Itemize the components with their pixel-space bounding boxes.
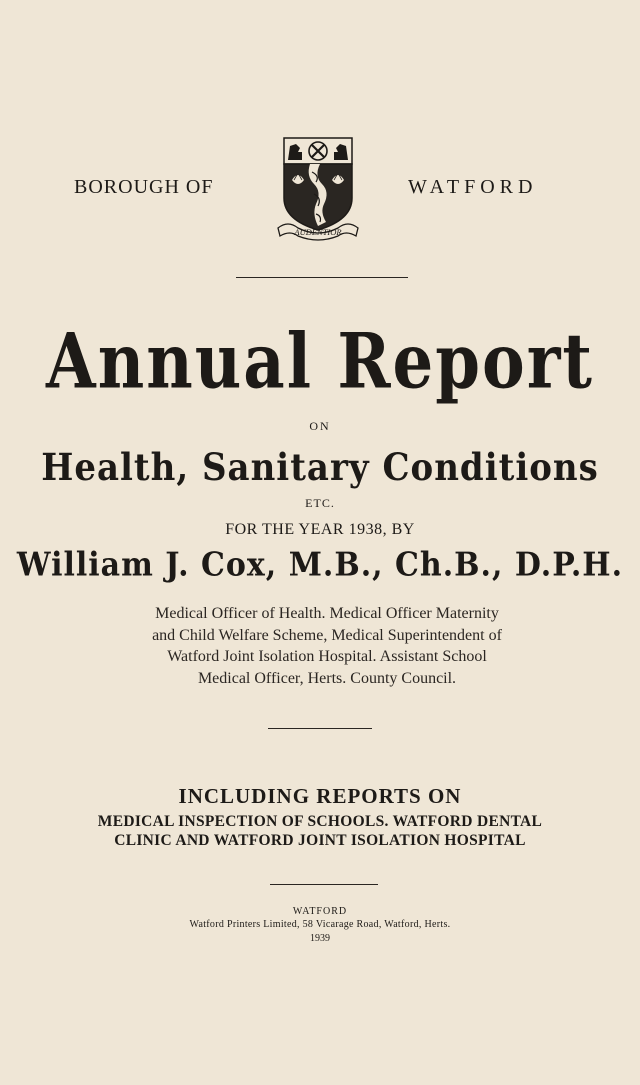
author-name: William J. Cox, M.B., Ch.B., D.P.H.: [16, 546, 624, 585]
description-line: and Child Welfare Scheme, Medical Superintendent of: [152, 626, 502, 644]
description-line: Watford Joint Isolation Hospital. Assistant School: [167, 648, 487, 665]
town-label: WATFORD: [408, 176, 538, 198]
divider-middle: [268, 728, 372, 729]
imprint-place: WATFORD: [292, 906, 348, 917]
imprint-year: 1939: [310, 933, 330, 944]
borough-label: BOROUGH OF: [74, 176, 214, 198]
svg-text:AUDENTIOR: AUDENTIOR: [294, 227, 342, 237]
description-line: Medical Officer of Health. Medical Officer Maternity: [155, 605, 499, 622]
year-line: FOR THE YEAR 1938, BY: [225, 521, 415, 538]
divider-bottom: [270, 884, 378, 885]
etc-label: ETC.: [305, 496, 335, 510]
including-line-2: CLINIC AND WATFORD JOINT ISOLATION HOSPITAL: [114, 832, 526, 849]
divider-top: [236, 277, 408, 278]
author-description: [124, 603, 530, 689]
report-title: Annual Report: [46, 318, 594, 407]
on-label: ON: [309, 419, 331, 433]
report-subject: Health, Sanitary Conditions: [41, 446, 599, 490]
borough-crest-icon: [276, 136, 360, 242]
description-line: Medical Officer, Herts. County Council.: [197, 669, 457, 687]
including-line-1: MEDICAL INSPECTION OF SCHOOLS. WATFORD DENTAL: [97, 813, 543, 830]
including-heading: INCLUDING REPORTS ON: [178, 784, 462, 808]
imprint-printer: Watford Printers Limited, 58 Vicarage Road, Watford, Herts.: [189, 919, 451, 930]
